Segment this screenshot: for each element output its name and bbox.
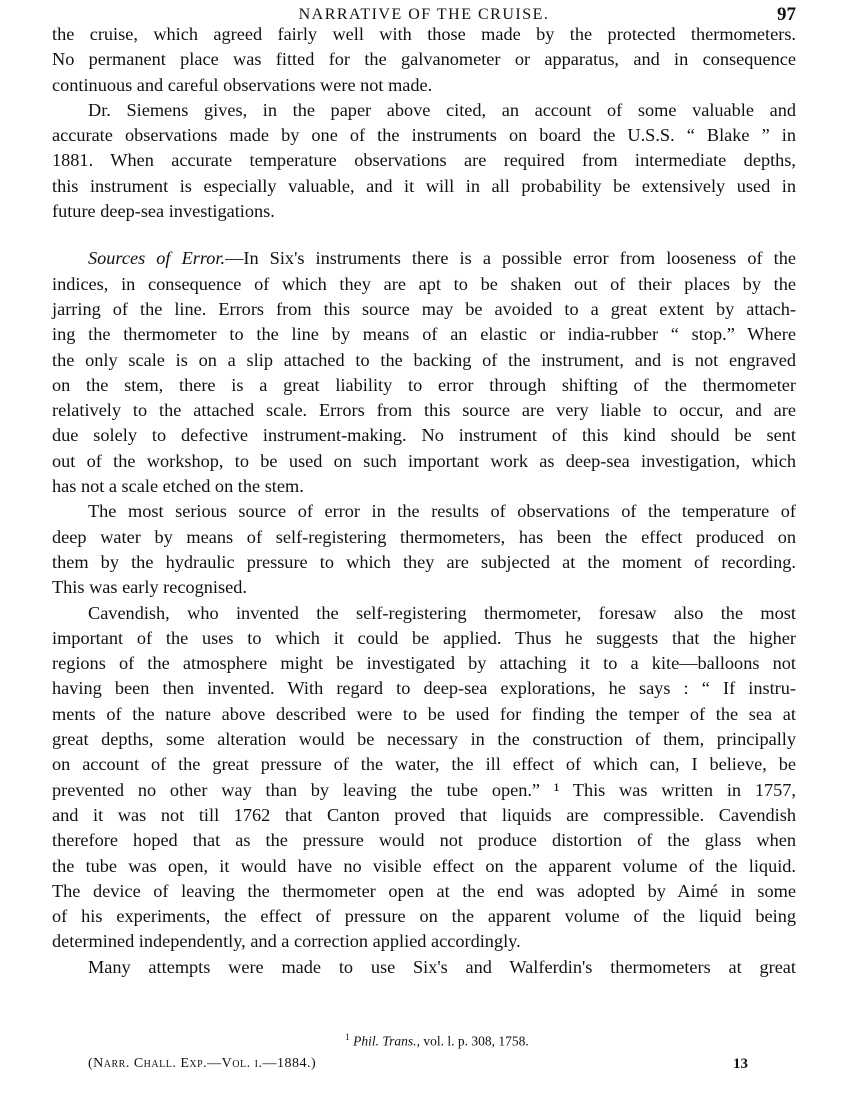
text-line [52, 322, 796, 347]
text-line [52, 525, 796, 550]
line-text: on account of the great pressure of the water, the ill effect of which can, I believe, be [52, 754, 796, 775]
section-gap [52, 224, 796, 246]
paragraph [52, 955, 796, 980]
line-text: determined independently, and a correction applied accordingly. [52, 931, 521, 952]
line-text: relatively to the attached scale. Errors from this source are very liable to occur, and are [52, 400, 796, 421]
footnote-mark: 1 [345, 1032, 350, 1042]
body-text [52, 22, 796, 980]
line-text: of his experiments, the effect of pressure on the apparent volume of the liquid being [52, 906, 796, 927]
line-text: and it was not till 1762 that Canton proved that liquids are compressible. Cavendish [52, 804, 796, 825]
text-line [52, 199, 796, 224]
paragraph [52, 22, 796, 98]
text-line [52, 879, 796, 904]
text-line [52, 550, 796, 575]
text-line [52, 499, 796, 524]
section-heading: Sources of Error. [88, 248, 226, 269]
text-line [52, 803, 796, 828]
line-text: Many attempts were made to use Six's and Walferdin's thermometers at great [88, 956, 796, 977]
running-title: NARRATIVE OF THE CRUISE. [298, 6, 550, 23]
line-text: due solely to defective instrument-making. No instrument of this kind should be sent [52, 425, 796, 446]
line-text: on the stem, there is a great liability to error through shifting of the thermometer [52, 374, 796, 395]
page-footer [88, 1056, 748, 1072]
text-line [52, 174, 796, 199]
text-line [52, 702, 796, 727]
text-line [52, 398, 796, 423]
line-text: important of the uses to which it could be applied. Thus he suggests that the higher [52, 627, 796, 648]
line-text: this instrument is especially valuable, and it will in all probability be extensively used in [52, 175, 796, 196]
text-line [52, 752, 796, 777]
line-text: having been then invented. With regard to deep-sea explorations, he says : “ If instru- [52, 678, 796, 699]
text-line [52, 22, 796, 47]
line-text: The most serious source of error in the results of observations of the temperature of [88, 501, 796, 522]
text-line [52, 123, 796, 148]
imprint: (Narr. Chall. Exp.—Vol. i.—1884.) [88, 1056, 317, 1071]
paragraph [52, 98, 796, 224]
footnote-rest: , vol. l. p. 308, 1758. [416, 1033, 529, 1049]
text-line [52, 626, 796, 651]
text-line [52, 297, 796, 322]
text-line [52, 73, 796, 98]
line-text: future deep-sea investigations. [52, 201, 275, 222]
line-text: The device of leaving the thermometer open at the end was adopted by Aimé in some [52, 880, 796, 901]
text-line [52, 828, 796, 853]
footnote [0, 1032, 850, 1050]
paragraph [52, 246, 796, 499]
line-text: ing the thermometer to the line by means of an elastic or india-rubber “ stop.” Where [52, 324, 796, 345]
text-line [52, 423, 796, 448]
footnote-source: Phil. Trans. [353, 1033, 417, 1049]
text-line [52, 955, 796, 980]
line-text: Dr. Siemens gives, in the paper above cited, an account of some valuable and [88, 99, 796, 120]
line-text: them by the hydraulic pressure to which they are subjected at the moment of recording. [52, 551, 796, 572]
text-line [52, 474, 796, 499]
text-line [52, 373, 796, 398]
line-text: ments of the nature above described were to be used for finding the temper of the sea at [52, 703, 796, 724]
line-text: great depths, some alteration would be necessary in the construction of them, principally [52, 729, 796, 750]
line-text: has not a scale etched on the stem. [52, 476, 304, 497]
text-line [52, 904, 796, 929]
line-text: therefore hoped that as the pressure would not produce distortion of the glass when [52, 830, 796, 851]
text-line [52, 727, 796, 752]
text-line [52, 651, 796, 676]
line-text: regions of the atmosphere might be investigated by attaching it to a kite—balloons not [52, 653, 796, 674]
paragraph [52, 499, 796, 600]
line-text: the cruise, which agreed fairly well with those made by the protected thermometers. [52, 24, 796, 44]
signature-mark: 13 [733, 1056, 748, 1072]
text-line [52, 575, 796, 600]
line-text: indices, in consequence of which they are apt to be shaken out of their places by the [52, 273, 796, 294]
line-text: the only scale is on a slip attached to the backing of the instrument, and is not engraved [52, 349, 796, 370]
line-text: 1881. When accurate temperature observations are required from intermediate depths, [52, 150, 796, 171]
page-number: 97 [777, 4, 796, 25]
text-line [52, 348, 796, 373]
text-line [52, 246, 796, 271]
line-text: jarring of the line. Errors from this source may be avoided to a great extent by attach- [52, 298, 796, 319]
line-text: the tube was open, it would have no visible effect on the apparent volume of the liquid. [52, 855, 796, 876]
text-line [52, 601, 796, 626]
line-text: This was early recognised. [52, 577, 247, 598]
line-text: deep water by means of self-registering thermometers, has been the effect produced on [52, 526, 796, 547]
line-text: continuous and careful observations were not made. [52, 74, 433, 95]
text-line [52, 778, 796, 803]
line-text: out of the workshop, to be used on such important work as deep-sea investigation, which [52, 450, 796, 471]
text-line [52, 98, 796, 123]
text-line [52, 272, 796, 297]
text-line [52, 148, 796, 173]
text-line [52, 449, 796, 474]
line-text: accurate observations made by one of the instruments on board the U.S.S. “ Blake ” in [52, 125, 796, 146]
text-line [52, 676, 796, 701]
text-line [52, 854, 796, 879]
line-text: Cavendish, who invented the self-registering thermometer, foresaw also the most [88, 602, 796, 623]
text-line [52, 47, 796, 72]
line-text: prevented no other way than by leaving the tube open.” ¹ This was written in 1757, [52, 779, 796, 800]
line-text: No permanent place was fitted for the galvanometer or apparatus, and in consequence [52, 49, 796, 70]
paragraph [52, 601, 796, 955]
text-line [52, 929, 796, 954]
line-text: —In Six's instruments there is a possible error from looseness of the [225, 248, 797, 269]
